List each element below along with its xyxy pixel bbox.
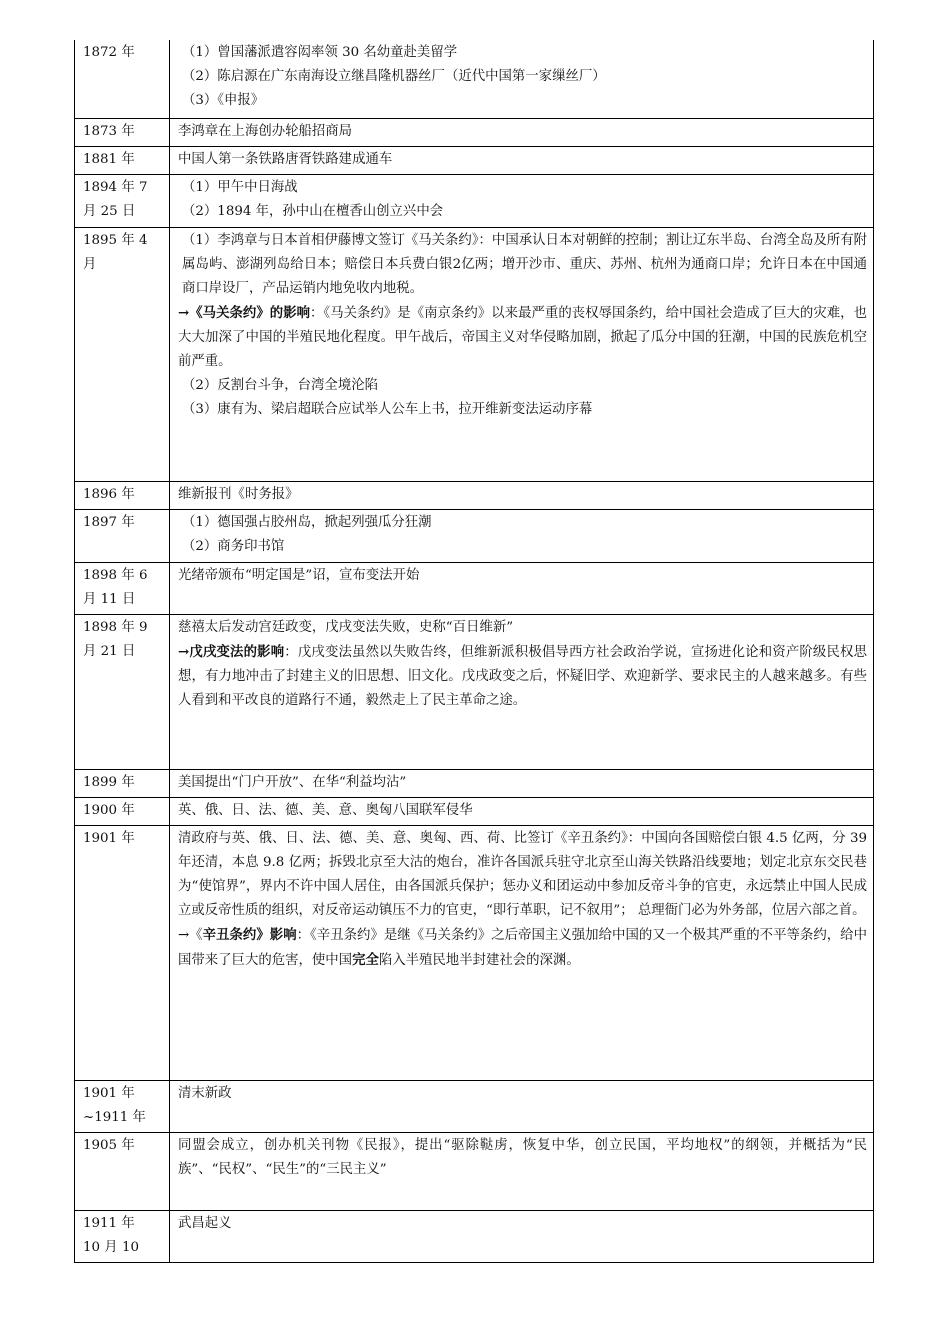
impact-label: 辛丑条约》影响 (202, 926, 297, 943)
impact-text: ：《马关条约》是《南京条约》以来最严重的丧权辱国条约，给中国社会造成了巨大的灾难，也大大加深了中国的半殖民地化程度。甲午战后，帝国主义对华侵略加剧，掀起了瓜分中国的狂潮，中国的民族危机空前严重。 (178, 305, 867, 369)
date-cell (75, 1080, 170, 1132)
event-item: （3）康有为、梁启超联合应试举人公车上书，拉开维新变法运动序幕 (182, 401, 593, 417)
event-item: 美国提出“门户开放”、在华“利益均沾” (178, 774, 407, 790)
date-cell (75, 509, 170, 562)
table-row (75, 174, 874, 227)
table-row (75, 118, 874, 146)
date-cell (75, 769, 170, 797)
date-text: 1911 年 (83, 1215, 135, 1231)
impact-paragraph (178, 301, 867, 374)
table-row (75, 146, 874, 174)
date-cell (75, 825, 170, 1080)
event-item: （2）陈启源在广东南海设立继昌隆机器丝厂（近代中国第一家缫丝厂） (182, 69, 606, 84)
date-cell (75, 174, 170, 227)
event-item: 武昌起义 (178, 1215, 232, 1231)
date-text: 1881 年 (83, 151, 135, 167)
table-row (75, 562, 874, 614)
event-cell (170, 1132, 874, 1210)
table-row (75, 227, 874, 481)
date-cell (75, 481, 170, 509)
date-cell (75, 1132, 170, 1210)
date-cell (75, 614, 170, 769)
event-cell (170, 481, 874, 509)
impact-paragraph (178, 923, 867, 973)
date-text: 1899 年 (83, 774, 135, 790)
table-row (75, 614, 874, 769)
event-item: （1）德国强占胶州岛，掀起列强瓜分狂潮 (182, 514, 432, 530)
table-row (75, 40, 874, 118)
event-item: （2）反割台斗争，台湾全境沦陷 (182, 377, 378, 393)
event-item: （1）李鸿章与日本首相伊藤博文签订《马关条约》：中国承认日本对朝鲜的控制；割让辽东半岛、台湾全岛及所有附属岛屿、澎湖列岛给日本；赔偿日本兵费白银2亿两；增开沙市、重庆、苏州、杭州为通商口岸；允许日本在中国通商口岸设厂，产品运销内地免收内地税。 (182, 232, 867, 296)
impact-text: ：戊戌变法虽然以失败告终，但维新派积极倡导西方社会政治学说，宣扬进化论和资产阶级民权思想，有力地冲击了封建主义的旧思想、旧文化。戊戌政变之后，怀疑旧学、欢迎新学、要求民主的人越来越多。有些人看到和平改良的道路行不通，毅然走上了民主革命之途。 (178, 644, 867, 708)
date-text: 1895 年 4 (83, 232, 148, 248)
event-cell (170, 146, 874, 174)
table-row (75, 1080, 874, 1132)
date-cell (75, 40, 170, 118)
history-timeline-table (74, 40, 874, 1263)
date-text: 1897 年 (83, 514, 135, 530)
impact-text: 陷入半殖民地半封建社会的深渊。 (378, 952, 580, 968)
date-text: 1872 年 (83, 45, 135, 60)
table-row (75, 481, 874, 509)
event-item: （2）1894 年，孙中山在檀香山创立兴中会 (182, 203, 444, 219)
event-cell (170, 1080, 874, 1132)
impact-emphasis: 完全 (352, 951, 379, 968)
date-text: 10 月 10 (83, 1239, 139, 1255)
date-cell (75, 1210, 170, 1262)
event-cell (170, 1210, 874, 1262)
event-cell (170, 40, 874, 118)
date-text: 月 11 日 (83, 591, 136, 607)
date-cell (75, 146, 170, 174)
impact-label: →戊戌变法的影响 (178, 643, 285, 660)
date-cell (75, 118, 170, 146)
date-text: 1894 年 7 (83, 179, 148, 195)
table-row (75, 509, 874, 562)
date-cell (75, 227, 170, 481)
event-item: 清政府与英、俄、日、法、德、美、意、奥匈、西、荷、比签订《辛丑条约》：中国向各国赔偿白银 4.5 亿两，分 39 年还清，本息 9.8 亿两；拆毁北京至大沽的炮台，准许各国派兵驻守北京至山海关铁路沿线要地；划定北京东交民巷为“使馆界”，界内不许中国人居住，由各国派兵保护；惩办义和团运动中参加反帝斗争的官吏，永远禁止中国人民成立或反帝性质的组织，对反帝运动镇压不力的官吏，“即行革职，记不叙用”； 总理衙门必为外务部，位居六部之首。 (178, 830, 867, 918)
date-text: 月 25 日 (83, 203, 136, 219)
event-cell (170, 174, 874, 227)
event-item: 英、俄、日、法、德、美、意、奥匈八国联军侵华 (178, 802, 473, 818)
event-cell (170, 509, 874, 562)
impact-label: →《马关条约》的影响 (178, 304, 311, 321)
date-text: ~1911 年 (83, 1109, 146, 1125)
event-cell (170, 562, 874, 614)
impact-text: ：《辛丑条约》是继《马关条约》之后帝国主义强加给中国的又一个极其严重的不平等条约，给中国带来了巨大的危害，使中国 (178, 927, 867, 968)
date-cell (75, 562, 170, 614)
event-cell (170, 118, 874, 146)
date-text: 1898 年 9 (83, 619, 148, 635)
event-item: （2）商务印书馆 (182, 538, 285, 554)
event-item: 同盟会成立，创办机关刊物《民报》，提出“驱除鞑虏，恢复中华，创立民国，平均地权”的纲领，并概括为“民族”、“民权”、“民生”的“三民主义” (178, 1137, 867, 1177)
table-row (75, 1132, 874, 1210)
event-cell (170, 825, 874, 1080)
event-item: （3）《申报》 (182, 93, 265, 108)
date-text: 1905 年 (83, 1137, 135, 1153)
table-row (75, 797, 874, 825)
event-cell (170, 614, 874, 769)
event-cell (170, 769, 874, 797)
event-item: 维新报刊《时务报》 (178, 486, 299, 502)
date-text: 1901 年 (83, 1085, 135, 1101)
event-item: 李鸿章在上海创办轮船招商局 (178, 123, 353, 139)
date-text: 月 21 日 (83, 643, 136, 659)
event-item: （1）曾国藩派遣容闳率领 30 名幼童赴美留学 (182, 45, 458, 60)
table-row (75, 825, 874, 1080)
event-cell (170, 227, 874, 481)
date-text: 1873 年 (83, 123, 135, 139)
table-row (75, 769, 874, 797)
date-text: 月 (83, 256, 97, 272)
date-cell (75, 797, 170, 825)
date-text: 1900 年 (83, 802, 135, 818)
event-item: 中国人第一条铁路唐胥铁路建成通车 (178, 151, 393, 167)
impact-arrow: →《 (178, 927, 203, 943)
event-item: （1）甲午中日海战 (182, 179, 298, 195)
impact-paragraph (178, 640, 867, 713)
table-row (75, 1210, 874, 1262)
event-item: 光绪帝颁布“明定国是”诏，宣布变法开始 (178, 567, 420, 583)
event-item: 清末新政 (178, 1085, 232, 1101)
event-item: 慈禧太后发动宫廷政变，戊戌变法失败，史称“百日维新” (178, 619, 514, 635)
event-cell (170, 797, 874, 825)
date-text: 1896 年 (83, 486, 135, 502)
date-text: 1901 年 (83, 830, 135, 846)
date-text: 1898 年 6 (83, 567, 148, 583)
